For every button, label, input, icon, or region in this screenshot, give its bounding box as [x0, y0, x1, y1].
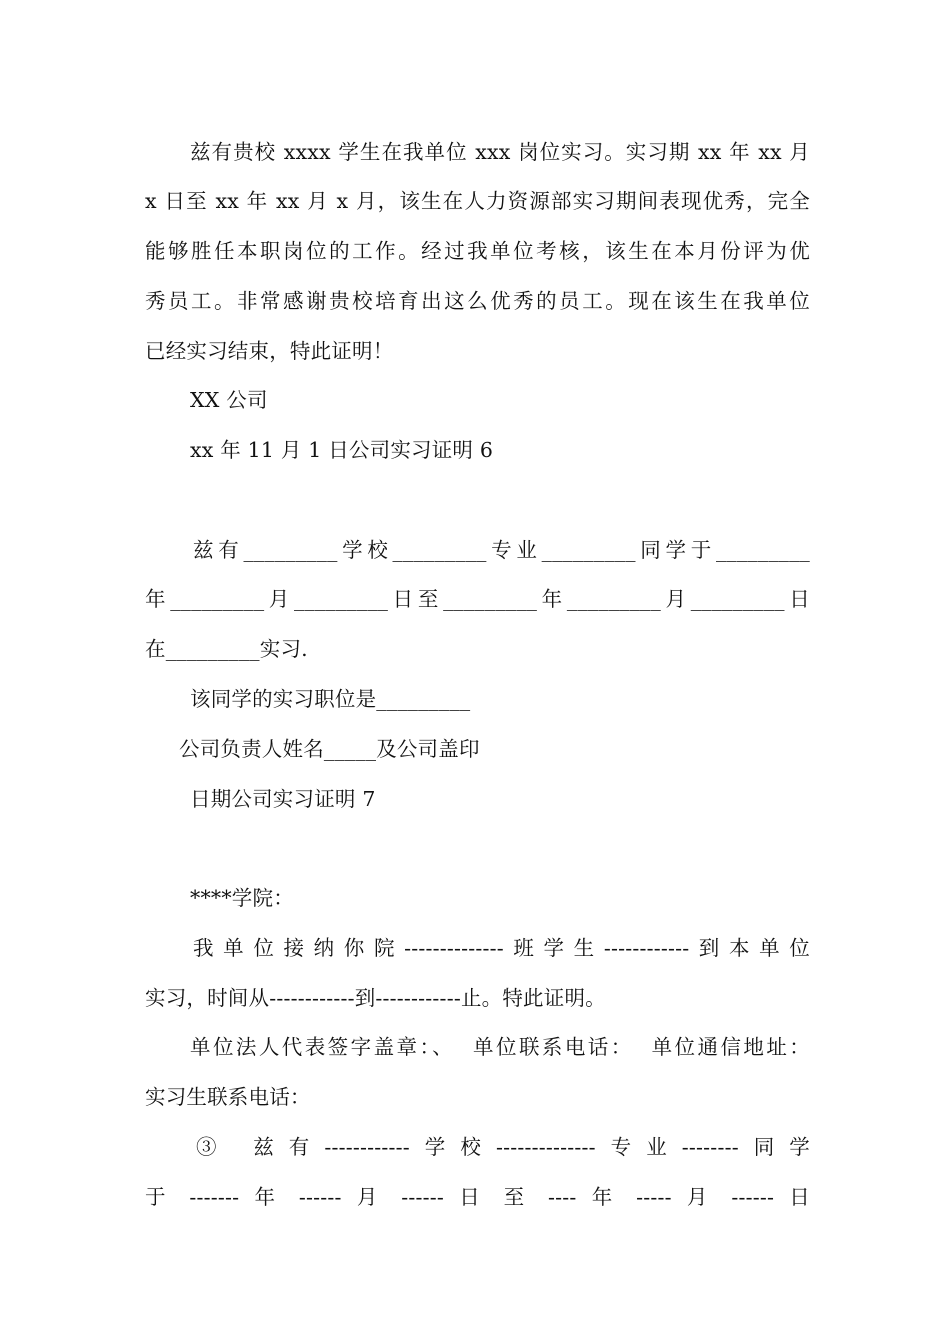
paragraph-line: 能够胜任本职岗位的工作。经过我单位考核，该生在本月份评为优	[145, 239, 810, 263]
form-line: 兹有_________学校_________专业_________同学于_________	[193, 538, 810, 562]
paragraph-line: 实习，时间从------------到------------止。特此证明。	[145, 986, 606, 1010]
student-phone-line: 实习生联系电话：	[145, 1085, 311, 1109]
paragraph-line: 已经实习结束，特此证明！	[145, 339, 394, 363]
paragraph-line: x 日至 xx 年 xx 月 x 月，该生在人力资源部实习期间表现优秀，完全	[145, 189, 810, 213]
paragraph-line: 秀员工。非常感谢贵校培育出这么优秀的员工。现在该生在我单位	[145, 289, 810, 313]
form-line: ③ 兹有------------学校--------------专业--------同学	[196, 1135, 810, 1159]
form-line: 于 ------- 年 ------ 月 ------ 日 至 ---- 年 ----- 月 ------ 日	[145, 1185, 810, 1209]
company-name: XX 公司	[190, 388, 268, 412]
salutation: ****学院：	[190, 886, 294, 910]
signature-line: 公司负责人姓名_____及公司盖印	[179, 737, 480, 761]
form-line: 在_________实习.	[145, 637, 308, 661]
contact-line: 单位法人代表签字盖章：、 单位联系电话： 单位通信地址：	[190, 1035, 810, 1059]
form-line: 年_________月_________日至_________年_________月_________日	[145, 587, 810, 611]
date-and-title: xx 年 11 月 1 日公司实习证明 6	[190, 438, 494, 462]
date-and-title: 日期公司实习证明 7	[190, 787, 376, 811]
paragraph-line: 我单位接纳你院--------------班学生------------到本单位	[193, 936, 810, 960]
paragraph-line: 兹有贵校 xxxx 学生在我单位 xxx 岗位实习。实习期 xx 年 xx 月	[190, 140, 810, 164]
position-line: 该同学的实习职位是_________	[190, 687, 471, 711]
